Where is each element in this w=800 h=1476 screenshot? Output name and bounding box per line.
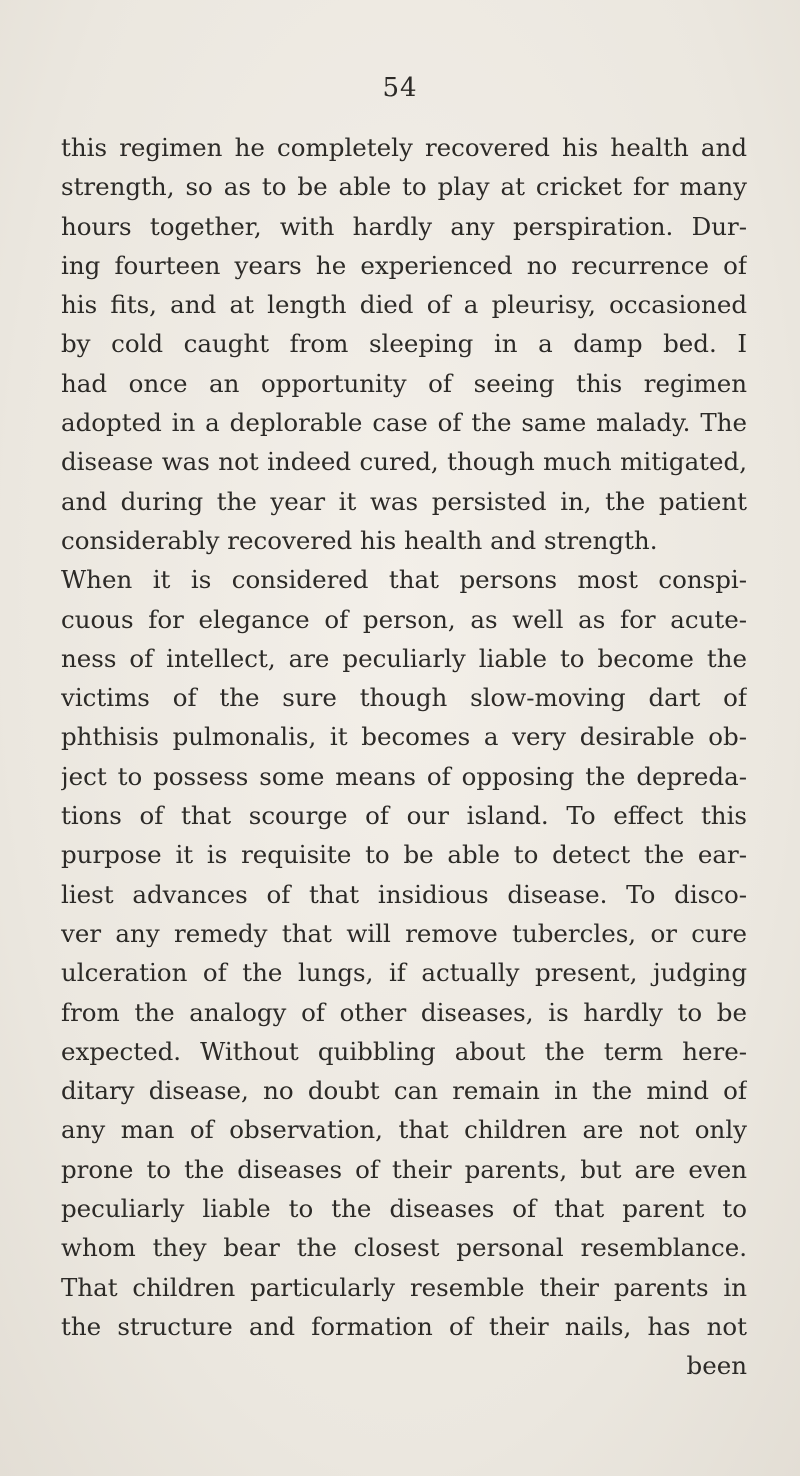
text-line: victims of the sure though slow-moving dart of — [61, 683, 747, 713]
text-line: whom they bear the closest personal resemblance. — [61, 1233, 747, 1263]
text-line: cuous for elegance of person, as well as for acute- — [61, 604, 747, 634]
text-line: ditary disease, no doubt can remain in the mind of — [61, 1076, 747, 1106]
text-line: hours together, with hardly any perspiration. Dur- — [61, 211, 747, 241]
text-line: ulceration of the lungs, if actually present, judging — [61, 958, 747, 988]
page-number: 54 — [382, 73, 418, 103]
text-line: ject to possess some means of opposing the depreda- — [61, 761, 747, 791]
text-line: ing fourteen years he experienced no recurrence of — [61, 250, 747, 280]
text-line: and during the year it was persisted in, the patient — [61, 486, 747, 516]
text-line: his fits, and at length died of a pleurisy, occasioned — [61, 290, 747, 320]
text-line: from the analogy of other diseases, is hardly to be — [61, 997, 747, 1027]
text-line: this regimen he completely recovered his health and — [61, 133, 747, 162]
text-line: adopted in a deplorable case of the same malady. The — [61, 408, 747, 438]
text-line: any man of observation, that children are not only — [61, 1115, 747, 1145]
text-line: phthisis pulmonalis, it becomes a very desirable ob- — [61, 722, 747, 752]
text-line: had once an opportunity of seeing this regimen — [61, 368, 747, 398]
catchword: been — [686, 1351, 747, 1381]
text-line: disease was not indeed cured, though much mitigated, — [61, 447, 747, 477]
text-line: That children particularly resemble their parents in — [61, 1272, 747, 1302]
text-line: tions of that scourge of our island. To effect this — [61, 801, 747, 831]
text-line: peculiarly liable to the diseases of that parent to — [61, 1194, 747, 1224]
text-line: the structure and formation of their nails, has not — [61, 1311, 747, 1341]
text-line: ness of intellect, are peculiarly liable to become the — [61, 643, 747, 673]
text-line: expected. Without quibbling about the term here- — [61, 1036, 747, 1066]
text-line: prone to the diseases of their parents, but are even — [61, 1154, 747, 1184]
text-line: considerably recovered his health and strength. — [61, 525, 658, 555]
text-line: strength, so as to be able to play at cricket for many — [61, 172, 747, 202]
text-line: When it is considered that persons most conspi- — [61, 565, 747, 595]
text-line: ver any remedy that will remove tubercles, or cure — [61, 918, 747, 948]
text-line: liest advances of that insidious disease. To disco- — [61, 879, 747, 909]
body-text — [61, 128, 747, 1386]
text-line: by cold caught from sleeping in a damp bed. I — [61, 329, 747, 359]
text-line: purpose it is requisite to be able to detect the ear- — [61, 840, 747, 870]
